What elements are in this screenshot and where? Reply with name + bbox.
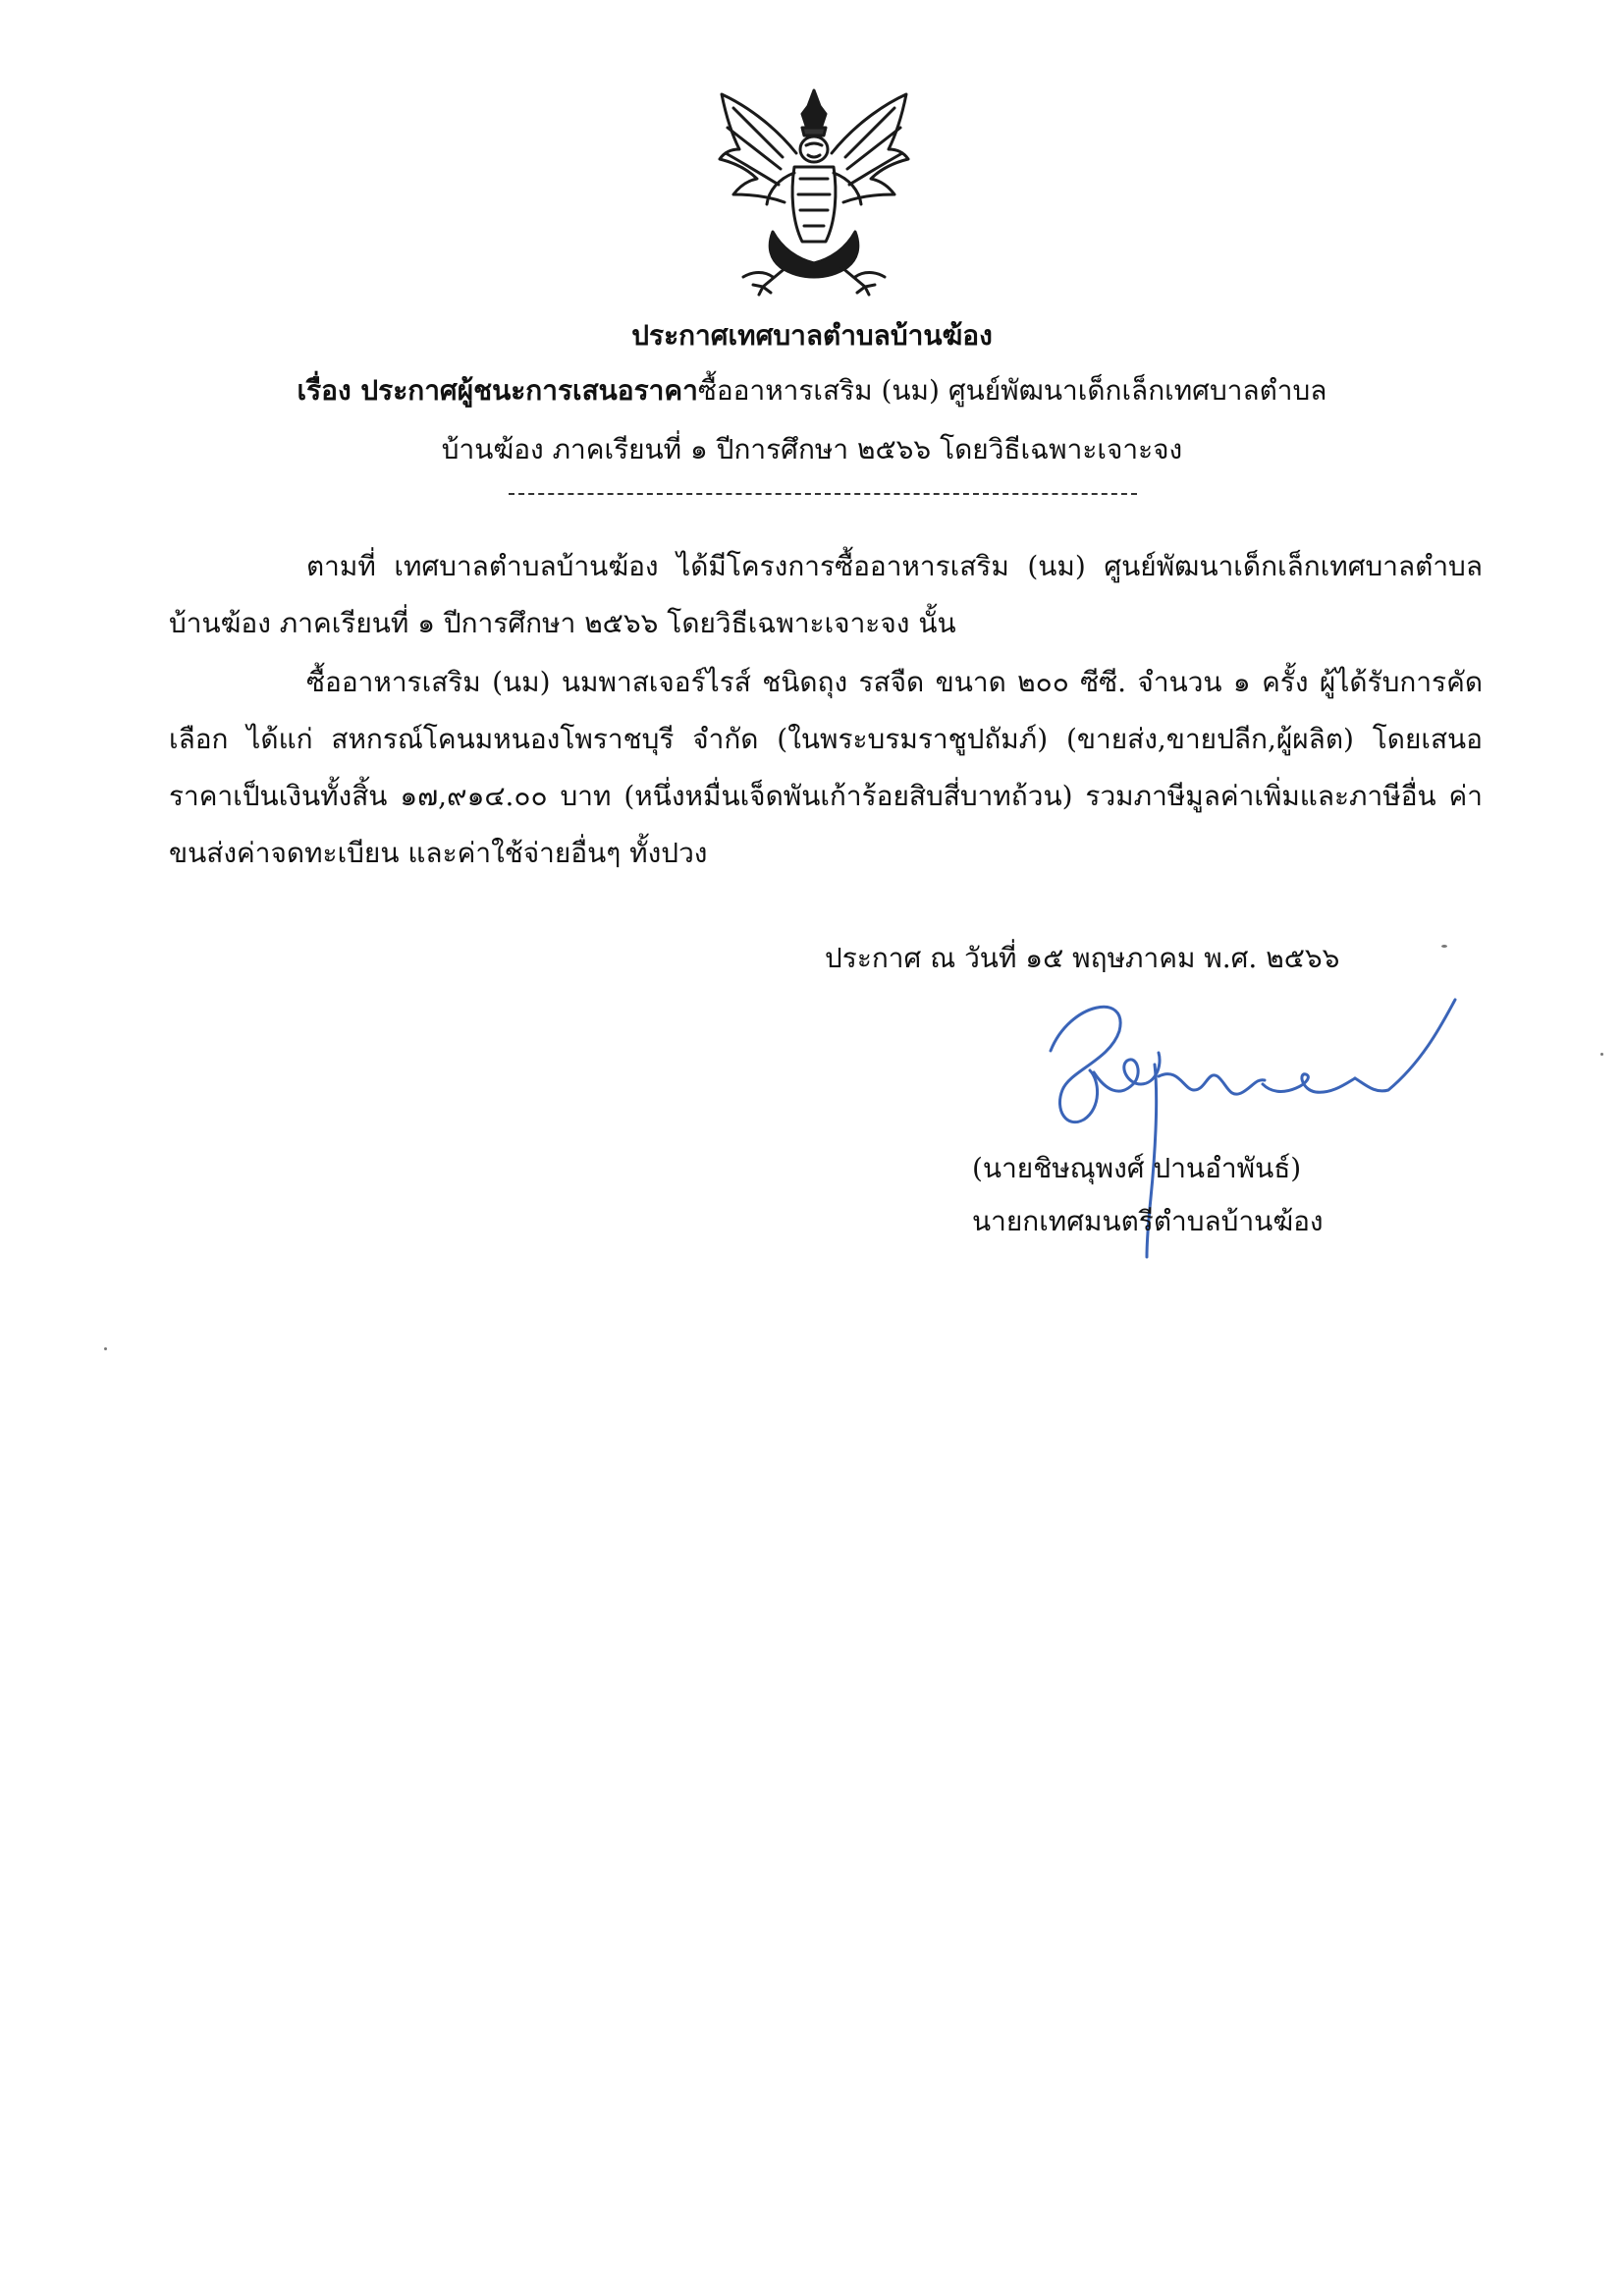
scan-speck	[104, 1347, 107, 1350]
separator-dashes	[509, 493, 1137, 496]
subject-prefix: เรื่อง ประกาศผู้ชนะการเสนอราคา	[297, 374, 698, 407]
body-paragraph-2: ซื้ออาหารเสริม (นม) นมพาสเจอร์ไรส์ ชนิดถุง รสจืด ขนาด ๒๐๐ ซีซี. จำนวน ๑ ครั้ง ผู้ได้รับการคัดเลือก ได้แก่ สหกรณ์โคนมหนองโพราชบุรี จำกัด (ในพระบรมราชูปถัมภ์) (ขายส่ง,ขายปลีก,ผู้ผลิต) โดยเสนอราคาเป็นเงินทั้งสิ้น ๑๗,๙๑๔.๐๐ บาท (หนึ่งหมื่นเจ็ดพันเก้าร้อยสิบสี่บาทถ้วน) รวมภาษีมูลค่าเพิ่มและภาษีอื่น ค่าขนส่งค่าจดทะเบียน และค่าใช้จ่ายอื่นๆ ทั้งปวง	[169, 666, 1483, 869]
subject-line-1-rest: ซื้ออาหารเสริม (นม) ศูนย์พัฒนาเด็กเล็กเทศบาลตำบล	[697, 374, 1327, 407]
signer-name: (นายชิษณุพงศ์ ปานอำพันธ์)	[972, 1152, 1302, 1184]
header-title: ประกาศเทศบาลตำบลบ้านฆ้อง	[631, 319, 993, 352]
announce-date: ประกาศ ณ วันที่ ๑๕ พฤษภาคม พ.ศ. ๒๕๖๖	[825, 942, 1340, 974]
scan-speck	[1600, 1053, 1603, 1056]
subject-line-2: บ้านฆ้อง ภาคเรียนที่ ๑ ปีการศึกษา ๒๕๖๖ โดยวิธีเฉพาะเจาะจง	[441, 433, 1183, 465]
signer-title: นายกเทศมนตรีตำบลบ้านฆ้อง	[972, 1205, 1324, 1237]
body-paragraph-1: ตามที่ เทศบาลตำบลบ้านฆ้อง ได้มีโครงการซื้ออาหารเสริม (นม) ศูนย์พัฒนาเด็กเล็กเทศบาลตำบลบ้านฆ้อง ภาคเรียนที่ ๑ ปีการศึกษา ๒๕๖๖ โดยวิธีเฉพาะเจาะจง นั้น	[169, 550, 1483, 639]
subject-line-1	[216, 371, 1408, 410]
garuda-emblem-icon	[714, 84, 915, 299]
scan-speck	[1441, 945, 1447, 948]
